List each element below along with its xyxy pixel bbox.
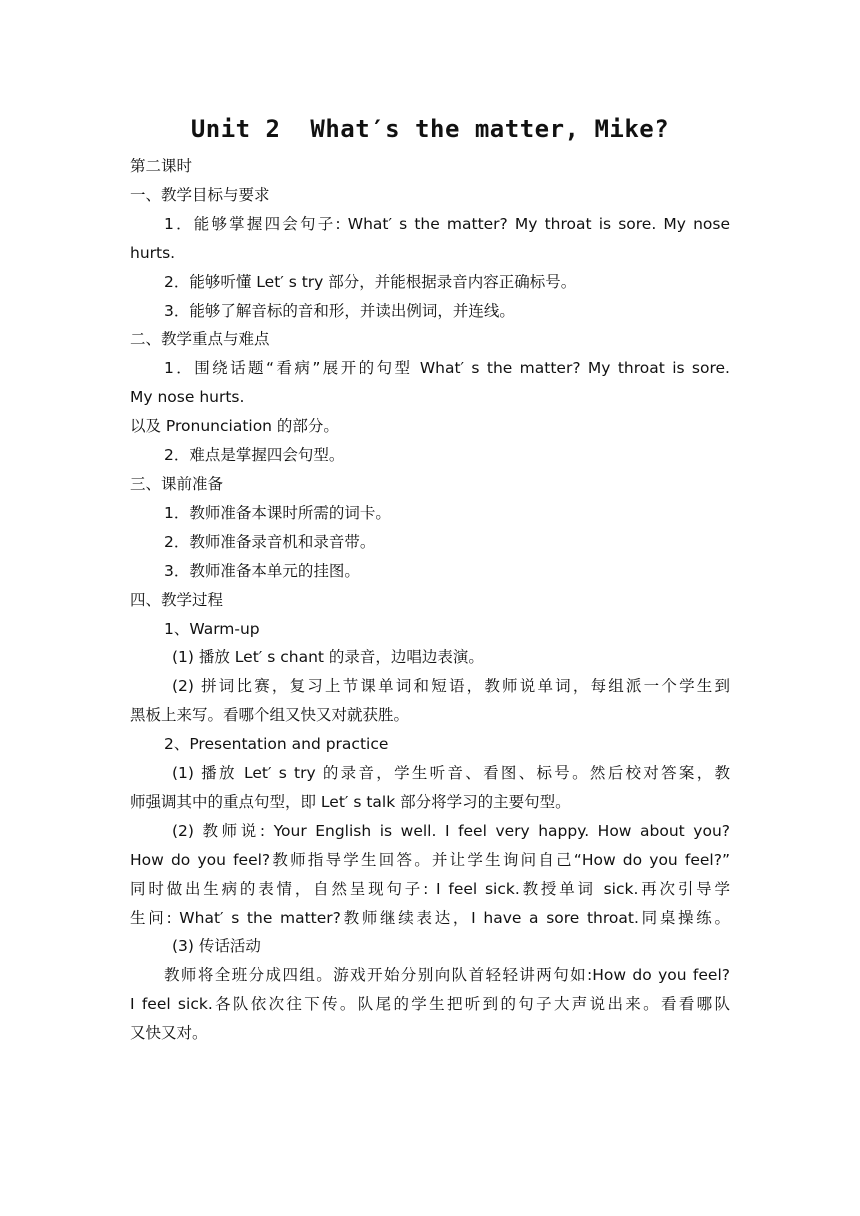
relay-game-description: 教师将全班分成四组。游戏开始分别向队首轻轻讲两句如:How do you feel? — [164, 966, 730, 985]
presentation-activity-3: (3) 传话活动 — [172, 937, 261, 956]
prep-item-3: 3．教师准备本单元的挂图。 — [164, 561, 360, 580]
goal-item-3: 3．能够了解音标的音和形，并读出例词，并连线。 — [164, 301, 515, 320]
focus-item-1-continued: My nose hurts. — [130, 388, 245, 407]
presentation-activity-1: (1) 播放 Let′ s try 的录音，学生听音、看图、标号。然后校对答案，教 — [172, 764, 730, 783]
goal-item-1: 1．能够掌握四会句子: What′ s the matter? My throat is sore. My nose — [164, 214, 730, 233]
lesson-period-label: 第二课时 — [130, 157, 193, 175]
focus-item-1-pronunciation: 以及 Pronunciation 的部分。 — [130, 417, 339, 436]
presentation-activity-2-line-3: 同时做出生病的表情，自然呈现句子: I feel sick.教授单词 sick.再次引导学 — [130, 879, 730, 898]
process-step-presentation: 2、Presentation and practice — [164, 735, 389, 754]
prep-item-2: 2．教师准备录音机和录音带。 — [164, 532, 376, 551]
prep-item-1: 1．教师准备本课时所需的词卡。 — [164, 503, 391, 522]
section-heading-preparation: 三、课前准备 — [130, 474, 224, 493]
focus-item-1: 1．围绕话题“看病”展开的句型 What′ s the matter? My throat is sore. — [164, 359, 730, 378]
goal-item-2: 2．能够听懂 Let′ s try 部分，并能根据录音内容正确标号。 — [164, 272, 577, 291]
document-title: Unit 2 What′s the matter, Mike? — [190, 115, 670, 143]
warmup-activity-1: (1) 播放 Let′ s chant 的录音，边唱边表演。 — [172, 648, 484, 667]
relay-game-description-line-3: 又快又对。 — [130, 1024, 208, 1043]
relay-game-description-line-2: I feel sick.各队依次往下传。队尾的学生把听到的句子大声说出来。看看哪队 — [130, 995, 730, 1014]
warmup-activity-2-continued: 黑板上来写。看哪个组又快又对就获胜。 — [130, 706, 410, 725]
goal-item-1-continued: hurts. — [130, 243, 176, 262]
presentation-activity-1-continued: 师强调其中的重点句型，即 Let′ s talk 部分将学习的主要句型。 — [130, 792, 571, 811]
presentation-activity-2-line-4: 生问: What′ s the matter?教师继续表达，I have a sore throat.同桌操练。 — [130, 908, 730, 927]
focus-item-2: 2．难点是掌握四会句型。 — [164, 446, 345, 465]
section-heading-process: 四、教学过程 — [130, 590, 224, 609]
section-heading-goals: 一、教学目标与要求 — [130, 185, 270, 204]
section-heading-focus: 二、教学重点与难点 — [130, 330, 270, 349]
presentation-activity-2: (2) 教师说: Your English is well. I feel very happy. How about you? — [172, 821, 730, 840]
warmup-activity-2: (2) 拼词比赛，复习上节课单词和短语，教师说单词，每组派一个学生到 — [172, 677, 730, 696]
presentation-activity-2-line-2: How do you feel?教师指导学生回答。并让学生询问自己“How do you feel?” — [130, 850, 730, 869]
process-step-warmup: 1、Warm-up — [164, 619, 260, 638]
document-body — [130, 152, 730, 1048]
